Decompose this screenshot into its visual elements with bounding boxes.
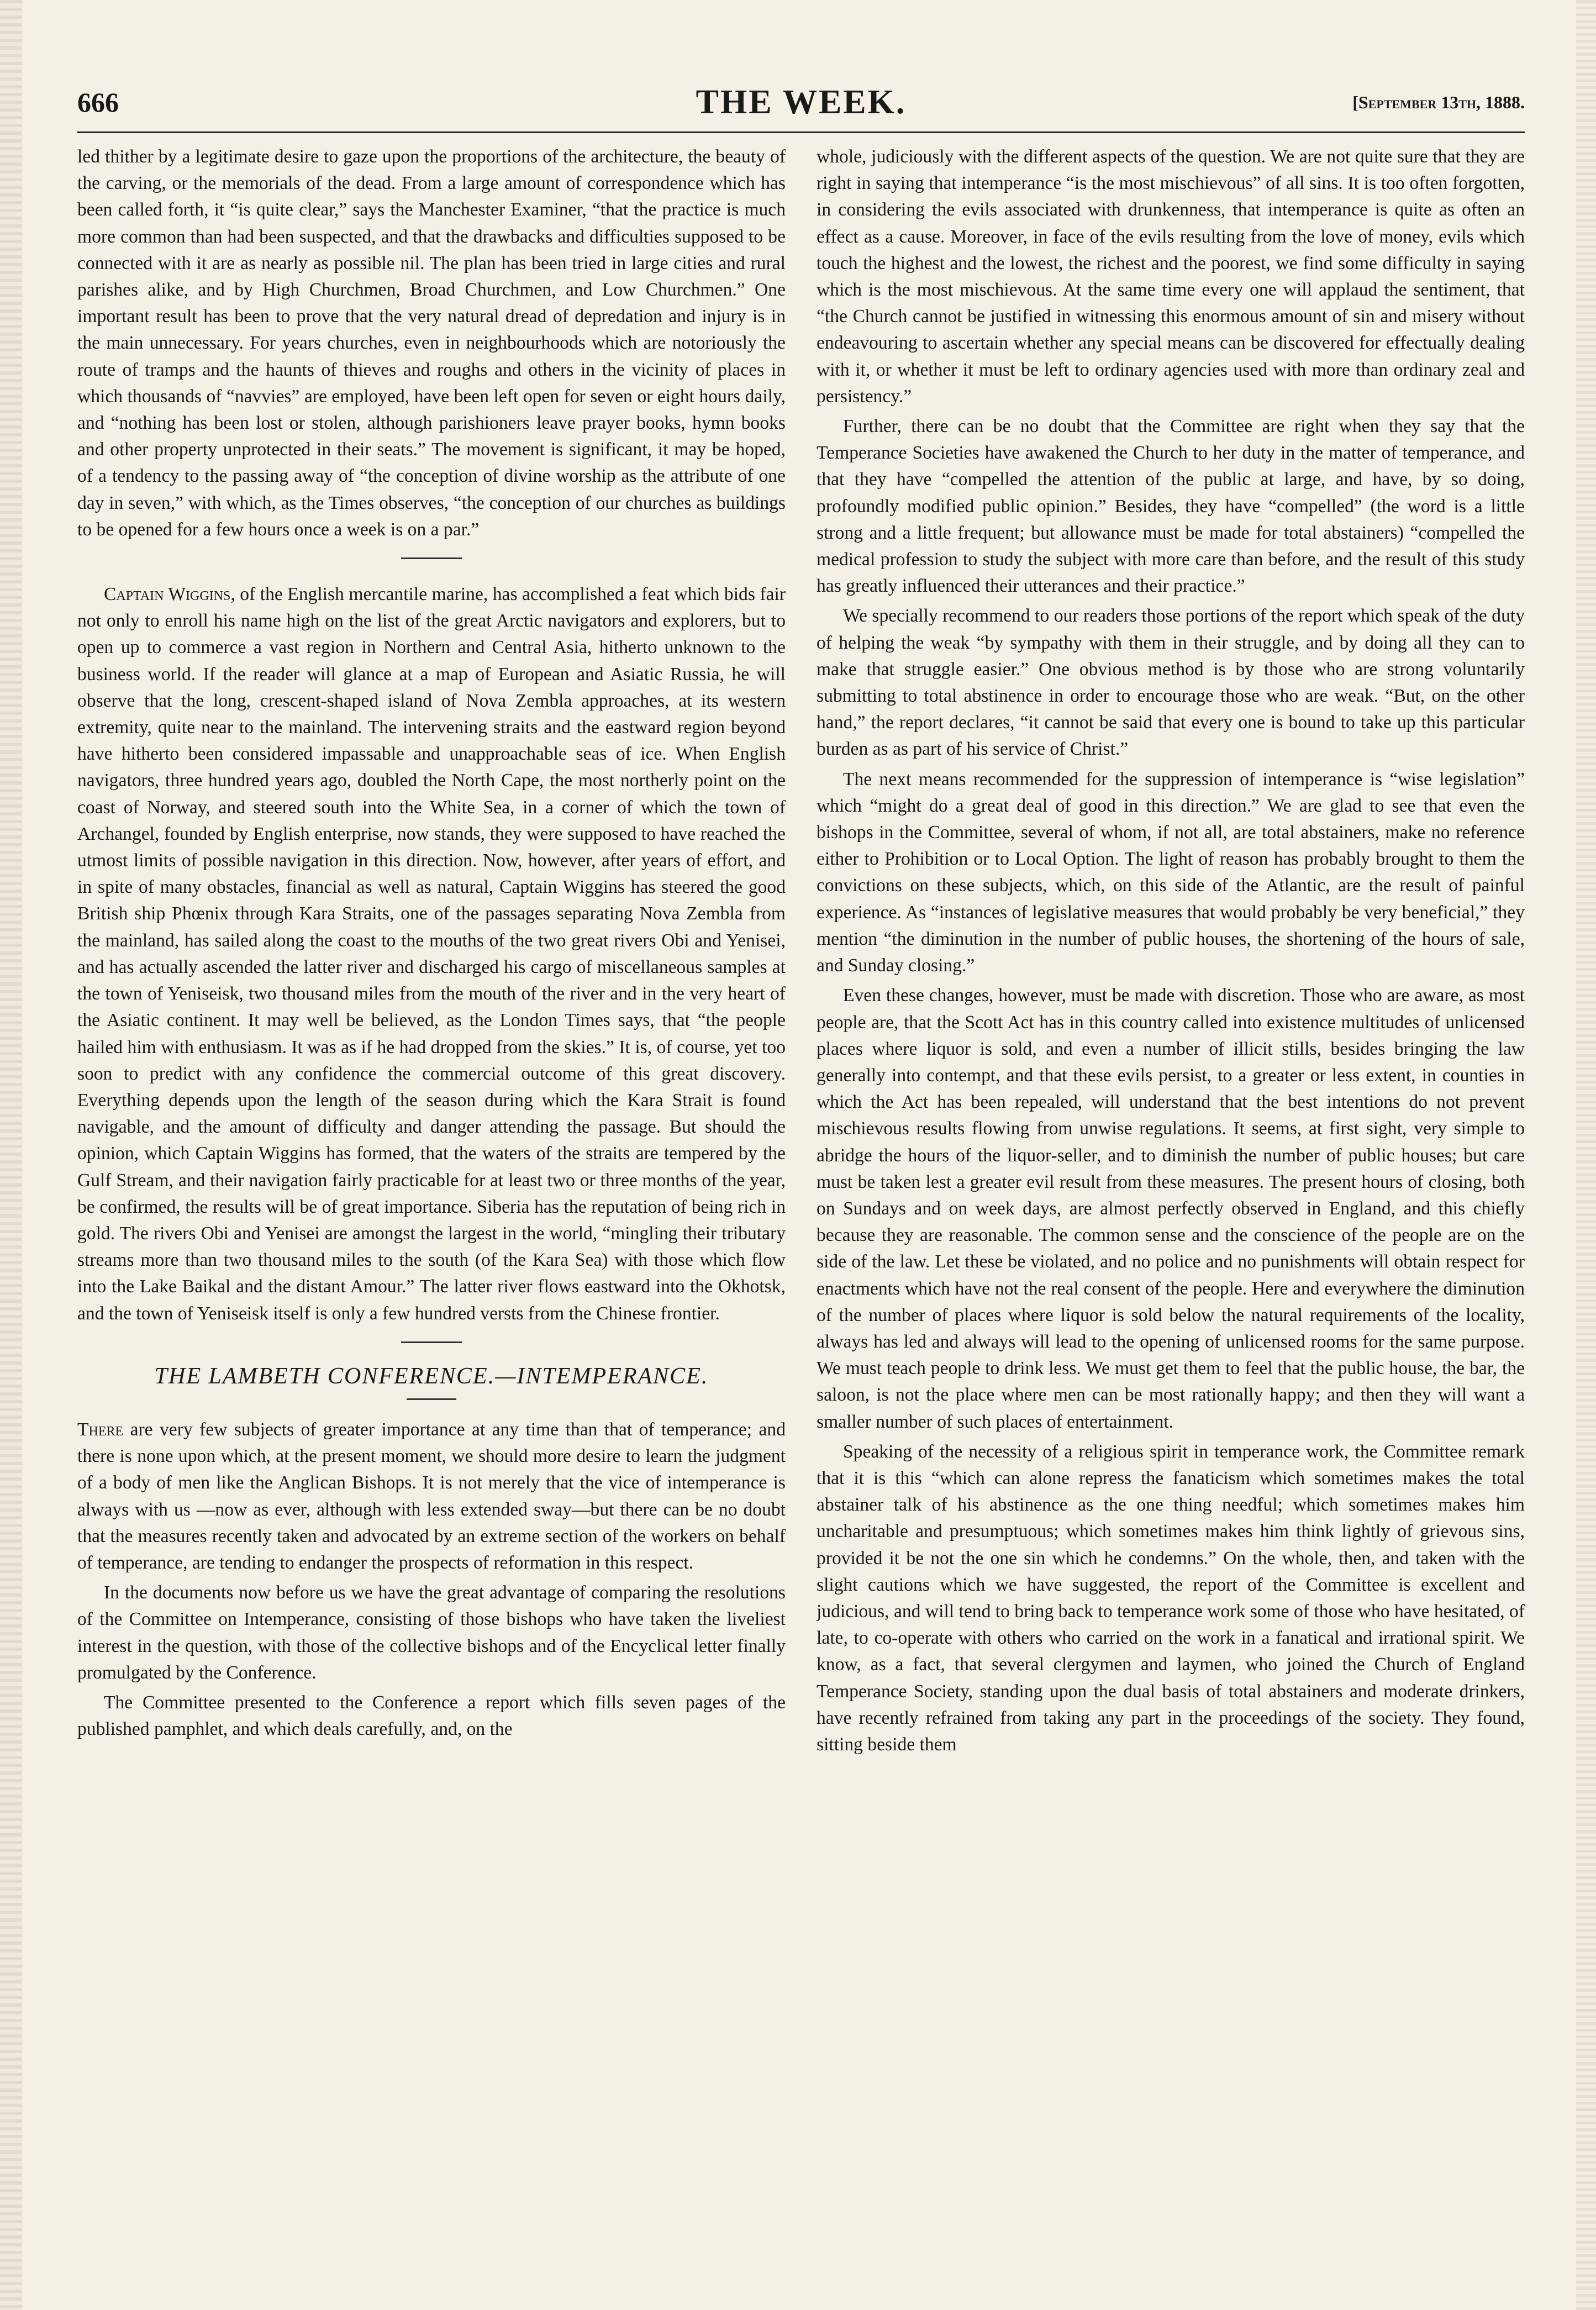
page-header — [77, 77, 1525, 133]
article-heading: THE LAMBETH CONFERENCE.—INTEMPERANCE. — [154, 1363, 709, 1389]
journal-title: THE WEEK. — [696, 83, 907, 121]
heading-underline — [407, 1398, 456, 1400]
paragraph-discretion: Even these changes, however, must be made with discretion. Those who are aware, as most people are, that the Scott Act has in this country called into existence multitudes of unlicensed places where liquor is sold, and even a number of illicit stills, besides bringing the law generally into contempt, and that these evils persist, to a greater or less extent, in counties in which the Act has been repealed, will understand that the best intentions do not prevent mischievous results flowing from unwise regulations. It seems, at first sight, very simple to abridge the hours of the liquor-seller, and to diminish the number of public houses; but care must be taken lest a greater evil result from these measures. The present hours of closing, both on Sundays and on week days, are almost perfectly observed in England, and this chiefly because they are reasonable. The common sense and the conscience of the people are on the side of the law. Let these be violated, and no police and no punishments will obtain respect for enactments which have not the real consent of the people. Here and everywhere the diminution of the number of places where liquor is sold below the natural requirements of the locality, always has led and always will lead to the opening of unlicensed rooms for the same purpose. We must teach people to drink less. We must get them to feel that the public house, the bar, the saloon, is not the place where men can be most rationally happy; and then they will want a smaller number of such places of entertainment. — [817, 985, 1525, 1432]
paragraph-documents: In the documents now before us we have the great advantage of comparing the resolutions of the Committee on Intemperance, consisting of those bishops who have taken the liveliest interest in the question, with those of the collective bishops and of the Encyclical letter finally promulgated by the Conference. — [77, 1582, 786, 1683]
paragraph-church-opening: led thither by a legitimate desire to gaze upon the proportions of the architecture, the beauty of the carving, or the memorials of the dead. From a large amount of correspondence which has been called forth, it “is quite clear,” says the Manchester Examiner, “that the practice is much more common than had been suspected, and that the drawbacks and difficulties supposed to be connected with it are as nearly as possible nil. The plan has been tried in large cities and rural parishes alike, and by High Churchmen, Broad Churchmen, and Low Churchmen.” One important result has been to prove that the very natural dread of depredation and injury is in the main unnecessary. For years churches, even in neighbourhoods which are notoriously the route of tramps and the haunts of thieves and roughs and others in the vicinity of places in which thousands of “navvies” are employed, have been left open for seven or eight hours daily, and “nothing has been lost or stolen, although parishioners leave prayer books, hymn books and other property unprotected in their seats.” The movement is significant, it may be hoped, of a tendency to the passing away of “the conception of divine worship as the attribute of one day in seven,” with which, as the Times observes, “the conception of our churches as buildings to be opened for a few hours once a week is on a par.” — [77, 146, 786, 540]
paragraph-legislation: The next means recommended for the suppression of intemperance is “wise legislation” which “might do a great deal of good in this direction.” We are glad to see that even the bishops in the Committee, several of whom, if not all, are total abstainers, make no reference either to Prohibition or to Local Option. The light of reason has probably brought to them the convictions on these subjects, which, on this side of the Atlantic, are the result of painful experience. As “instances of legislative measures that would probably be very beneficial,” they mention “the diminution in the number of public houses, the shortening of the hours of sale, and Sunday closing.” — [817, 769, 1525, 976]
page-number: 666 — [77, 87, 119, 118]
paragraph-helping-weak: We specially recommend to our readers those portions of the report which speak of the duty of helping the weak “by sympathy with them in their struggle, and by doing all they can to make that struggle easier.” One obvious method is by those who are strong voluntarily submitting to total abstinence in order to encourage those who are weak. “But, on the other hand,” the report declares, “it cannot be said that every one is bound to take up this particular burden as as part of his service of Christ.” — [817, 606, 1525, 760]
paragraph-captain-wiggins — [77, 581, 786, 1327]
paragraph-judiciously: whole, judiciously with the different aspects of the question. We are not quite sure that they are right in saying that intemperance “is the most mischievous” of all sins. It is too often forgotten, in considering the evils associated with drunkenness, that intemperance is quite as often an effect as a cause. Moreover, in face of the evils resulting from the love of money, evils which touch the highest and the lowest, the richest and the poorest, we find some difficulty in saying which is the most mischievous. At the same time every one will applaud the sentiment, that “the Church cannot be justified in witnessing this enormous amount of sin and misery without endeavouring to ascertain whether any special means can be discovered for effectually dealing with it, or whether it must be left to ordinary agencies used with more than ordinary zeal and persistency.” — [817, 146, 1525, 407]
paragraph-body: , of the English mercantile marine, has accomplished a feat which bids fair not only to enroll his name high on the list of the great Arctic navigators and explorers, but to open up to commerce a vast region in Northern and Central Asia, hitherto unknown to the business world. If the reader will glance at a map of European and Asiatic Russia, he will observe that the long, crescent-shaped island of Nova Zembla approaches, at its western extremity, quite near to the mainland. The intervening straits and the eastward region beyond have hitherto been considered impassable and unapproachable seas of ice. When English navigators, three hundred years ago, doubled the North Cape, the most northerly point on the coast of Norway, and steered south into the White Sea, in a corner of which the town of Archangel, founded by English enterprise, now stands, they were supposed to have reached the utmost limits of possible navigation in this direction. Now, however, after years of effort, and in spite of many obstacles, financial as well as natural, Captain Wiggins has steered the good British ship Phœnix through Kara Straits, one of the passages separating Nova Zembla from the mainland, has sailed along the coast to the mouths of the two great rivers Obi and Yenisei, and has actually ascended the latter river and discharged his cargo of miscellaneous samples at the town of Yeniseisk, two thousand miles from the mouth of the river and in the very heart of the Asiatic continent. It may well be believed, as the London Times says, that “the people hailed him with enthusiasm. It was as if he had dropped from the skies.” It is, of course, yet too soon to predict with any confidence the commercial outcome of this great discovery. Everything depends upon the length of the season during which the Kara Strait is found navigable, and the amount of difficulty and danger attending the passage. But should the opinion, which Captain Wiggins has formed, that the waters of the straits are tempered by the Gulf Stream, and their navigation fairly practicable for at least two or three months of the year, be confirmed, the results will be of great importance. Siberia has the reputation of being rich in gold. The rivers Obi and Yenisei are amongst the largest in the world, “mingling their tributary streams more than two thousand miles to the south (of the Kara Sea) with those which flow into the Lake Baikal and the distant Amour.” The latter river flows eastward into the Okhotsk, and the town of Yeniseisk itself is only a few hundred versts from the Chinese frontier. — [77, 584, 786, 1324]
paragraph-lead-word: Captain Wiggins — [104, 584, 231, 605]
page-edge-left — [0, 0, 22, 2310]
newspaper-page — [77, 77, 1525, 2276]
text-columns — [77, 144, 1525, 2276]
paragraph-temperance-societies: Further, there can be no doubt that the Committee are right when they say that the Temperance Societies have awakened the Church to her duty in the matter of temperance, and that they have “compelled the attention of the public at large, and have, by so doing, profoundly modified public opinion.” Besides, they have “compelled” (the word is a little strong and a little frequent; but allowance must be made for total abstainers) “compelled the medical profession to study the subject with more care than before, and the result of this study has greatly influenced their utterances and their practice.” — [817, 416, 1525, 597]
paragraph-lead-word: There — [77, 1419, 124, 1440]
section-divider — [401, 1341, 462, 1343]
paragraph-intro — [77, 1417, 786, 1576]
left-column — [77, 144, 786, 2276]
page-edge-right — [1576, 0, 1596, 2310]
paragraph-body: are very few subjects of greater importance at any time than that of temperance; and there is none upon which, at the present moment, we should more desire to learn the judgment of a body of men like the Anglican Bishops. It is not merely that the vice of intemperance is always with us —now as ever, although with less extended sway—but there can be no doubt that the measures recently taken and advocated by an extreme section of the workers on behalf of temperance, are tending to endanger the prospects of reformation in this respect. — [77, 1419, 786, 1574]
section-divider — [401, 557, 462, 559]
issue-date: [September 13th, 1888. — [1352, 92, 1525, 112]
paragraph-religious-spirit: Speaking of the necessity of a religious spirit in temperance work, the Committee remark that it is this “which can alone repress the fanaticism which sometimes makes the total abstainer talk of his abstinence as the one thing needful; which sometimes makes him uncharitable and presumptuous; which sometimes makes him think lightly of grievous sins, provided it be not the one sin which he condemns.” On the whole, then, and taken with the slight cautions which we have suggested, the report of the Committee is excellent and judicious, and will tend to bring back to temperance work some of those who have hesitated, of late, to co-operate with others who carried on the work in a fanatical and irrational spirit. We know, as a fact, that several clergymen and laymen, who joined the Church of England Temperance Society, standing upon the dual basis of total abstainers and moderate drinkers, have recently refrained from taking any part in the proceedings of the society. They found, sitting beside them — [817, 1441, 1525, 1755]
paragraph-committee: The Committee presented to the Conference a report which fills seven pages of the published pamphlet, and which deals carefully, and, on the — [77, 1692, 786, 1740]
right-column — [817, 144, 1525, 2276]
